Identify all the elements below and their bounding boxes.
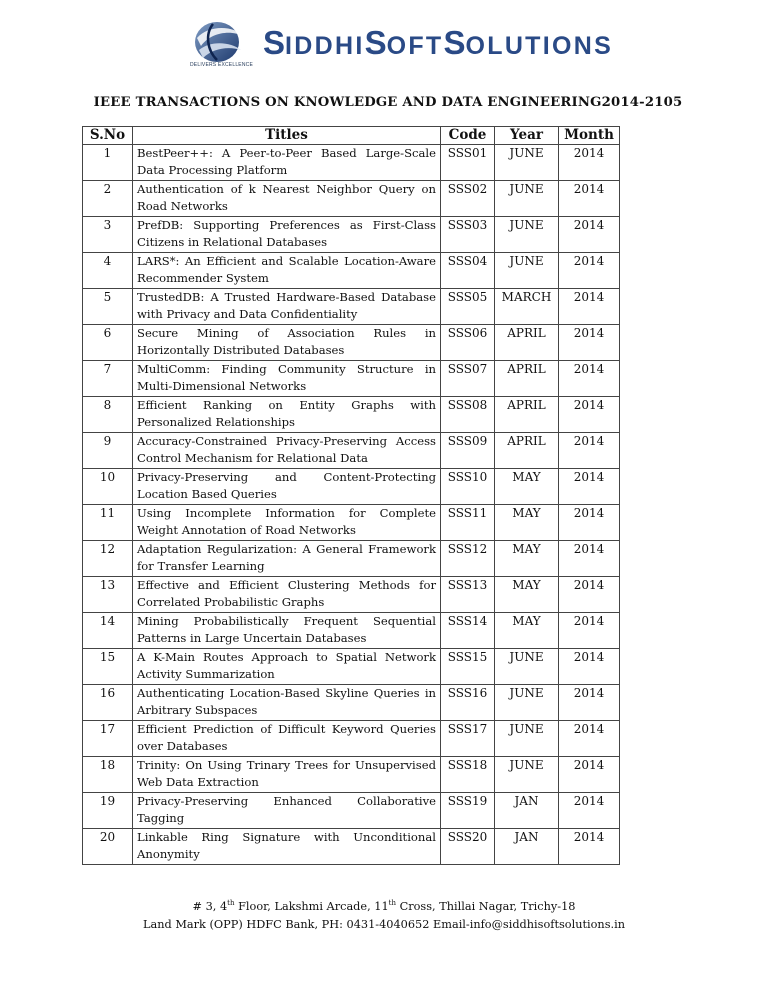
- row-year: MAY: [495, 613, 559, 649]
- row-title: Using Incomplete Information for Complete Weight Annotation of Road Networks: [133, 505, 441, 541]
- row-title: Mining Probabilistically Frequent Sequential Patterns in Large Uncertain Databases: [133, 613, 441, 649]
- row-month: 2014: [559, 433, 620, 469]
- table-row: [83, 541, 620, 577]
- row-month: 2014: [559, 613, 620, 649]
- row-month: 2014: [559, 649, 620, 685]
- table-row: [83, 613, 620, 649]
- footer-contact: Land Mark (OPP) HDFC Bank, PH: 0431-4040652 Email-info@siddhisoftsolutions.in: [143, 918, 625, 931]
- row-sno: 5: [83, 289, 133, 325]
- row-code: SSS08: [441, 397, 495, 433]
- row-code: SSS05: [441, 289, 495, 325]
- row-year: JUNE: [495, 181, 559, 217]
- row-code: SSS12: [441, 541, 495, 577]
- row-code: SSS01: [441, 145, 495, 181]
- company-name-part-1-rest: IDDHI: [285, 32, 365, 60]
- row-month: 2014: [559, 145, 620, 181]
- row-code: SSS04: [441, 253, 495, 289]
- row-sno: 3: [83, 217, 133, 253]
- row-code: SSS06: [441, 325, 495, 361]
- table-row: [83, 217, 620, 253]
- row-code: SSS14: [441, 613, 495, 649]
- row-title: Adaptation Regularization: A General Framework for Transfer Learning: [133, 541, 441, 577]
- table-row: [83, 469, 620, 505]
- company-name-part-3-rest: OLUTIONS: [465, 32, 614, 60]
- row-sno: 20: [83, 829, 133, 865]
- table-row: [83, 181, 620, 217]
- logo-tagline: DELIVERS EXCELLENCE: [190, 62, 253, 68]
- row-title: Accuracy-Constrained Privacy-Preserving Access Control Mechanism for Relational Data: [133, 433, 441, 469]
- row-title: BestPeer++: A Peer-to-Peer Based Large-Scale Data Processing Platform: [133, 145, 441, 181]
- row-year: JUNE: [495, 145, 559, 181]
- row-year: APRIL: [495, 433, 559, 469]
- row-month: 2014: [559, 289, 620, 325]
- row-code: SSS18: [441, 757, 495, 793]
- row-month: 2014: [559, 793, 620, 829]
- row-title: PrefDB: Supporting Preferences as First-Class Citizens in Relational Databases: [133, 217, 441, 253]
- footer-address: [0, 900, 768, 913]
- row-year: APRIL: [495, 397, 559, 433]
- row-year: JAN: [495, 793, 559, 829]
- row-title: Authenticating Location-Based Skyline Queries in Arbitrary Subspaces: [133, 685, 441, 721]
- row-title: Privacy-Preserving and Content-Protecting Location Based Queries: [133, 469, 441, 505]
- row-code: SSS13: [441, 577, 495, 613]
- table-row: [83, 721, 620, 757]
- table-row: [83, 433, 620, 469]
- row-title: Trinity: On Using Trinary Trees for Unsupervised Web Data Extraction: [133, 757, 441, 793]
- row-code: SSS11: [441, 505, 495, 541]
- row-month: 2014: [559, 757, 620, 793]
- row-sno: 15: [83, 649, 133, 685]
- row-sno: 18: [83, 757, 133, 793]
- company-name-part-2-lead: S: [364, 24, 387, 61]
- row-month: 2014: [559, 253, 620, 289]
- row-year: JUNE: [495, 685, 559, 721]
- row-month: 2014: [559, 181, 620, 217]
- document-title: IEEE TRANSACTIONS ON KNOWLEDGE AND DATA ENGINEERING2014-2105: [93, 95, 683, 110]
- table-row: [83, 757, 620, 793]
- row-year: JUNE: [495, 757, 559, 793]
- row-sno: 12: [83, 541, 133, 577]
- table-row: [83, 829, 620, 865]
- row-sno: 14: [83, 613, 133, 649]
- row-sno: 13: [83, 577, 133, 613]
- row-sno: 10: [83, 469, 133, 505]
- row-title: Privacy-Preserving Enhanced Collaborative Tagging: [133, 793, 441, 829]
- row-code: SSS10: [441, 469, 495, 505]
- table-row: [83, 145, 620, 181]
- table-header-row: [83, 127, 620, 145]
- row-code: SSS15: [441, 649, 495, 685]
- row-sno: 7: [83, 361, 133, 397]
- row-year: MAY: [495, 469, 559, 505]
- company-name-part-2-rest: OFT: [386, 32, 444, 60]
- row-code: SSS20: [441, 829, 495, 865]
- table-row: [83, 685, 620, 721]
- row-year: MAY: [495, 577, 559, 613]
- row-year: JUNE: [495, 721, 559, 757]
- row-year: JUNE: [495, 217, 559, 253]
- row-title: TrustedDB: A Trusted Hardware-Based Database with Privacy and Data Confidentiality: [133, 289, 441, 325]
- row-sno: 8: [83, 397, 133, 433]
- row-year: MAY: [495, 505, 559, 541]
- row-month: 2014: [559, 685, 620, 721]
- footer-address-part: # 3, 4: [192, 900, 228, 913]
- row-sno: 19: [83, 793, 133, 829]
- table-row: [83, 325, 620, 361]
- table-row: [83, 361, 620, 397]
- row-title: Effective and Efficient Clustering Methods for Correlated Probabilistic Graphs: [133, 577, 441, 613]
- company-name: [263, 24, 613, 62]
- row-month: 2014: [559, 721, 620, 757]
- row-title: A K-Main Routes Approach to Spatial Network Activity Summarization: [133, 649, 441, 685]
- column-header-year: Year: [495, 127, 559, 145]
- row-sno: 4: [83, 253, 133, 289]
- column-header-code: Code: [441, 127, 495, 145]
- row-title: Secure Mining of Association Rules in Horizontally Distributed Databases: [133, 325, 441, 361]
- row-sno: 16: [83, 685, 133, 721]
- row-code: SSS03: [441, 217, 495, 253]
- row-year: JUNE: [495, 253, 559, 289]
- row-year: MARCH: [495, 289, 559, 325]
- row-year: APRIL: [495, 325, 559, 361]
- row-sno: 1: [83, 145, 133, 181]
- row-title: Efficient Ranking on Entity Graphs with Personalized Relationships: [133, 397, 441, 433]
- table-row: [83, 793, 620, 829]
- table-row: [83, 289, 620, 325]
- row-sno: 17: [83, 721, 133, 757]
- column-header-sno: S.No: [83, 127, 133, 145]
- row-code: SSS19: [441, 793, 495, 829]
- column-header-month: Month: [559, 127, 620, 145]
- letterhead: [0, 0, 768, 90]
- row-month: 2014: [559, 469, 620, 505]
- table-row: [83, 397, 620, 433]
- row-title: Linkable Ring Signature with Unconditional Anonymity: [133, 829, 441, 865]
- project-titles-table: [82, 126, 620, 865]
- row-year: APRIL: [495, 361, 559, 397]
- row-code: SSS02: [441, 181, 495, 217]
- row-sno: 2: [83, 181, 133, 217]
- row-title: Efficient Prediction of Difficult Keyword Queries over Databases: [133, 721, 441, 757]
- row-sno: 6: [83, 325, 133, 361]
- row-month: 2014: [559, 217, 620, 253]
- footer-address-part: Floor, Lakshmi Arcade, 11: [234, 900, 389, 913]
- row-title: MultiComm: Finding Community Structure in Multi-Dimensional Networks: [133, 361, 441, 397]
- table-row: [83, 253, 620, 289]
- footer-ordinal: th: [227, 899, 235, 908]
- table-row: [83, 505, 620, 541]
- row-code: SSS17: [441, 721, 495, 757]
- row-month: 2014: [559, 577, 620, 613]
- column-header-titles: Titles: [133, 127, 441, 145]
- row-year: MAY: [495, 541, 559, 577]
- company-name-part-3-lead: S: [443, 24, 466, 61]
- company-name-part-1-lead: S: [263, 24, 286, 61]
- row-sno: 9: [83, 433, 133, 469]
- row-month: 2014: [559, 505, 620, 541]
- footer-address-part: Cross, Thillai Nagar, Trichy-18: [395, 900, 576, 913]
- row-code: SSS16: [441, 685, 495, 721]
- row-month: 2014: [559, 541, 620, 577]
- table-row: [83, 577, 620, 613]
- row-month: 2014: [559, 325, 620, 361]
- row-sno: 11: [83, 505, 133, 541]
- row-title: LARS*: An Efficient and Scalable Location-Aware Recommender System: [133, 253, 441, 289]
- row-month: 2014: [559, 829, 620, 865]
- footer-ordinal: th: [388, 899, 396, 908]
- row-month: 2014: [559, 361, 620, 397]
- row-code: SSS09: [441, 433, 495, 469]
- row-code: SSS07: [441, 361, 495, 397]
- row-year: JAN: [495, 829, 559, 865]
- row-month: 2014: [559, 397, 620, 433]
- row-title: Authentication of k Nearest Neighbor Query on Road Networks: [133, 181, 441, 217]
- table-row: [83, 649, 620, 685]
- row-year: JUNE: [495, 649, 559, 685]
